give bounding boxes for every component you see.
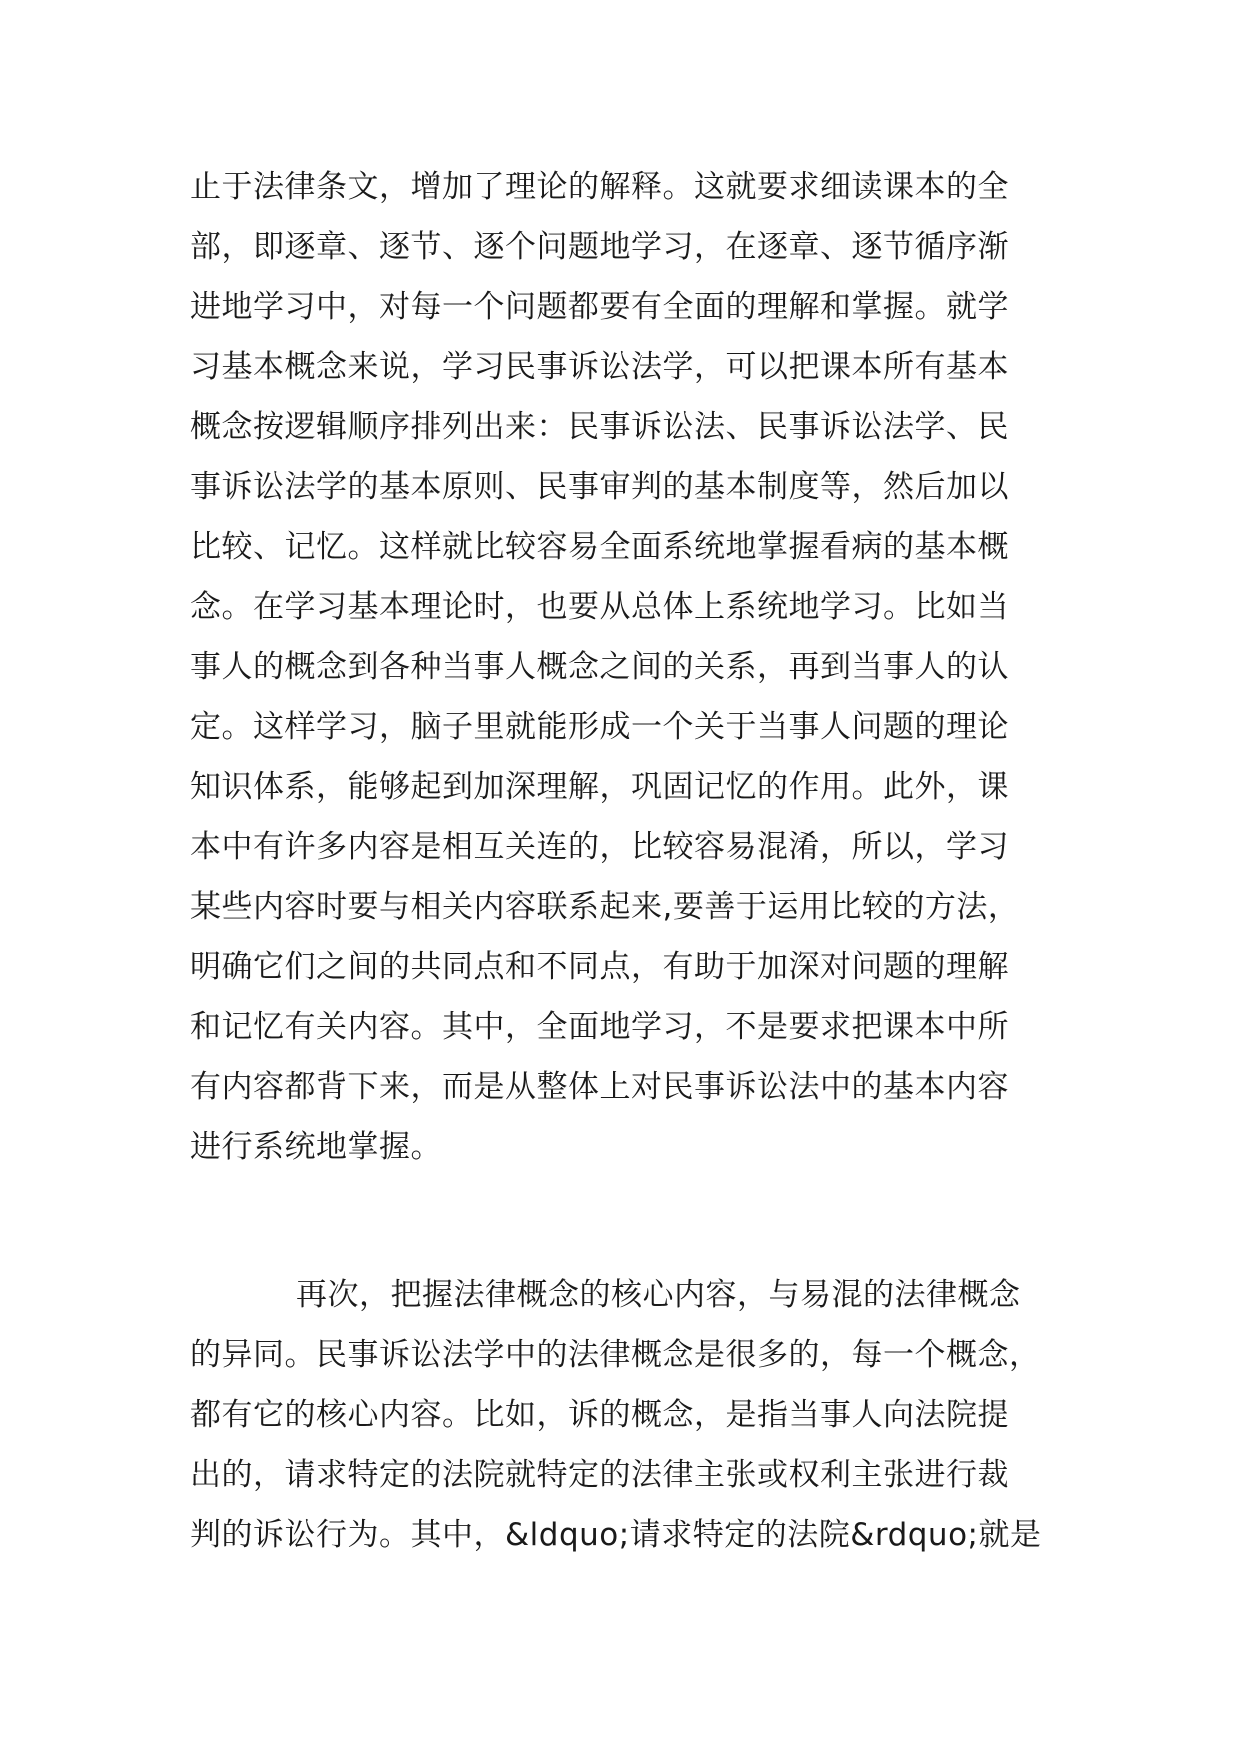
- text-line: 知识体系，能够起到加深理解，巩固记忆的作用。此外，课: [190, 769, 1009, 805]
- text-line: 比较、记忆。这样就比较容易全面系统地掌握看病的基本概: [190, 529, 1009, 565]
- text-line: 概念按逻辑顺序排列出来：民事诉讼法、民事诉讼法学、民: [190, 409, 1009, 445]
- paragraph-two: [190, 1265, 1070, 1565]
- text-line: 定。这样学习，脑子里就能形成一个关于当事人问题的理论: [190, 709, 1009, 745]
- text-line: 习基本概念来说，学习民事诉讼法学，可以把课本所有基本: [190, 349, 1009, 385]
- text-line: 和记忆有关内容。其中，全面地学习，不是要求把课本中所: [190, 1009, 1009, 1045]
- text-line: 进行系统地掌握。: [190, 1129, 442, 1165]
- text-line: 出的，请求特定的法院就特定的法律主张或权利主张进行裁: [190, 1457, 1009, 1493]
- text-line: 部，即逐章、逐节、逐个问题地学习，在逐章、逐节循序渐: [190, 229, 1009, 265]
- text-line: 本中有许多内容是相互关连的，比较容易混淆，所以，学习: [190, 829, 1009, 865]
- text-line: 进地学习中，对每一个问题都要有全面的理解和掌握。就学: [190, 289, 1009, 325]
- text-line: 某些内容时要与相关内容联系起来,要善于运用比较的方法，: [190, 889, 1020, 925]
- text-line: 再次，把握法律概念的核心内容，与易混的法律概念: [296, 1277, 1021, 1313]
- paragraph-one: [190, 157, 1070, 1177]
- text-line: 明确它们之间的共同点和不同点，有助于加深对问题的理解: [190, 949, 1009, 985]
- text-line: 止于法律条文，增加了理论的解释。这就要求细读课本的全: [190, 169, 1009, 205]
- text-line: 都有它的核心内容。比如，诉的概念，是指当事人向法院提: [190, 1397, 1009, 1433]
- text-line: 事人的概念到各种当事人概念之间的关系，再到当事人的认: [190, 649, 1009, 685]
- text-line: 事诉讼法学的基本原则、民事审判的基本制度等，然后加以: [190, 469, 1009, 505]
- text-line: 判的诉讼行为。其中，&ldquo;请求特定的法院&rdquo;就是: [190, 1517, 1042, 1553]
- text-line: 的异同。民事诉讼法学中的法律概念是很多的，每一个概念，: [190, 1337, 1041, 1373]
- text-line: 有内容都背下来，而是从整体上对民事诉讼法中的基本内容: [190, 1069, 1009, 1105]
- text-line: 念。在学习基本理论时，也要从总体上系统地学习。比如当: [190, 589, 1009, 625]
